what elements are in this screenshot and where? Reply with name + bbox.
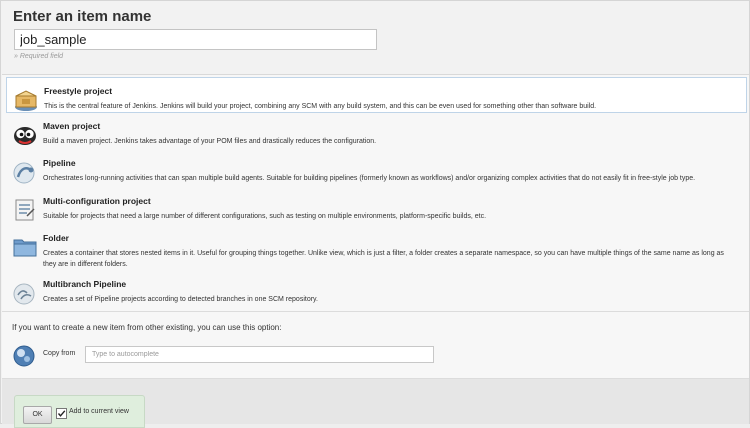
type-freestyle-project[interactable] [6, 77, 747, 113]
copy-hint: If you want to create a new item from other existing, you can use this option: [12, 323, 282, 332]
add-to-view-label: Add to current view [69, 408, 129, 415]
type-folder[interactable] [6, 225, 745, 270]
pipeline-icon [12, 159, 38, 185]
type-multi-configuration-project[interactable] [6, 188, 745, 222]
type-multibranch-pipeline[interactable] [6, 271, 745, 305]
ok-panel [14, 395, 145, 428]
type-name: Folder [43, 233, 69, 243]
item-name-input[interactable] [14, 29, 377, 50]
page-title: Enter an item name [13, 8, 152, 25]
item-name-section [2, 2, 749, 75]
required-field-note: » Required field [14, 53, 64, 60]
copy-from-input[interactable] [85, 346, 434, 363]
type-maven-project[interactable] [6, 113, 745, 147]
type-description: Creates a container that stores nested items in it. Useful for grouping things together. Unlike view, which is just a filter, a folder creates a separate namespace, so you can have multiple things of the same name as long as they are in different folders. [43, 250, 724, 268]
type-name: Pipeline [43, 158, 76, 168]
type-pipeline[interactable] [6, 150, 745, 184]
type-name: Multi-configuration project [43, 196, 151, 206]
copy-from-section [2, 312, 749, 379]
type-description: Creates a set of Pipeline projects according to detected branches in one SCM repository. [43, 296, 318, 303]
add-to-view-checkbox[interactable] [56, 408, 67, 419]
freestyle-project-icon [13, 87, 39, 113]
footer-bar [2, 379, 749, 424]
ok-button[interactable]: OK [23, 406, 52, 424]
type-description: This is the central feature of Jenkins. Jenkins will build your project, combining any SCM with any build system, and this can be even used for something other than software build. [44, 103, 597, 110]
type-name: Maven project [43, 121, 101, 131]
multi-configuration-project-icon [12, 197, 38, 223]
type-name: Freestyle project [44, 86, 113, 96]
copy-item-icon [13, 345, 35, 367]
type-description: Orchestrates long-running activities that can span multiple build agents. Suitable for building pipelines (formerly known as workflows) and/or organizing complex activities that do not easily fit in free-style job type. [43, 175, 696, 182]
maven-project-icon [12, 122, 38, 148]
multibranch-pipeline-icon [12, 280, 38, 306]
item-type-list [2, 75, 749, 312]
folder-icon [12, 234, 38, 260]
type-description: Suitable for projects that need a large number of different configurations, such as testing on multiple environments, platform-specific builds, etc. [43, 213, 487, 220]
copy-from-label: Copy from [43, 350, 76, 357]
type-name: Multibranch Pipeline [43, 279, 127, 289]
type-description: Build a maven project. Jenkins takes advantage of your POM files and drastically reduces the configuration. [43, 138, 377, 145]
